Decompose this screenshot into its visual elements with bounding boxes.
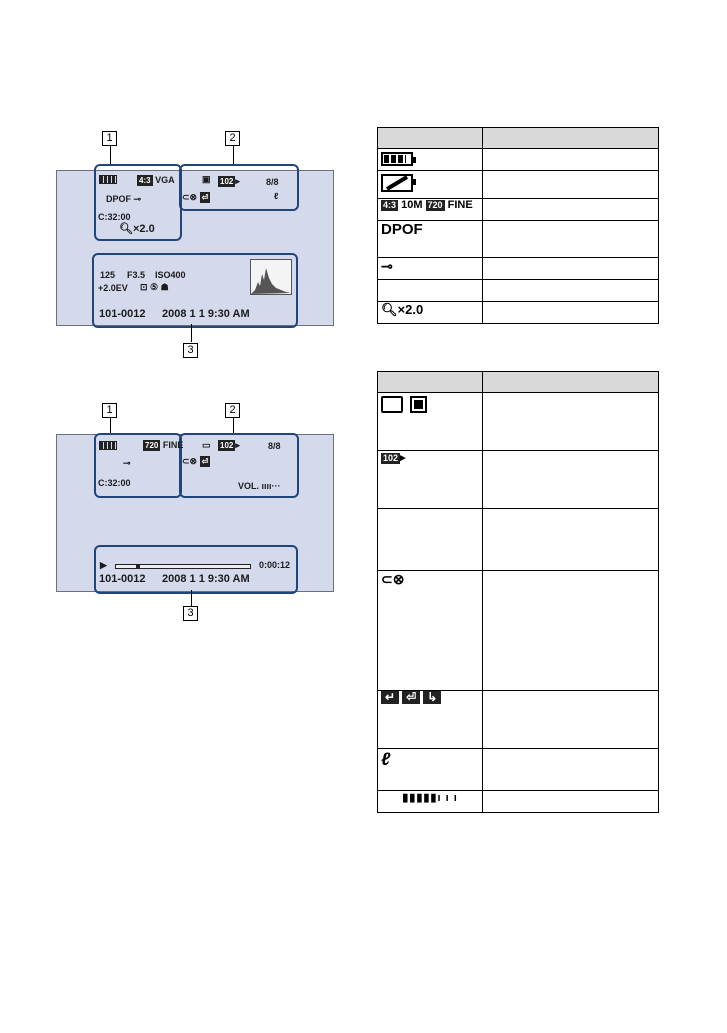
leader-line: [233, 418, 234, 434]
folder-next-icon: ↳: [423, 691, 441, 704]
quality-label: FINE: [162, 440, 184, 450]
internal-memory-icon: ▣: [202, 174, 211, 184]
callout-3: 3: [183, 606, 198, 621]
recording-date: 2008 1 1 9:30 AM: [162, 573, 250, 585]
protect-key-icon: ⊸: [378, 258, 483, 280]
image-count: 8/8: [266, 177, 279, 187]
region-2: [179, 164, 299, 211]
description-cell: [483, 149, 659, 171]
table-row: [378, 280, 659, 302]
playback-position-marker: [136, 564, 140, 569]
movie-quality-indicator: [143, 440, 183, 451]
image-size-indicator: [137, 175, 175, 186]
table-row: [378, 149, 659, 171]
table-row: [378, 451, 659, 509]
connect-icon: ℓ: [378, 749, 483, 791]
battery-full-icon: [381, 152, 413, 166]
description-cell: [483, 571, 659, 691]
aperture-value: F3.5: [127, 270, 146, 280]
leader-line: [233, 146, 234, 166]
memory-card-icon: ▭: [202, 440, 211, 450]
folder-arrow-icon: ▸: [400, 452, 406, 464]
folder-number: 102: [220, 177, 234, 186]
symbol-cell: [378, 149, 483, 171]
table-row: [378, 749, 659, 791]
folder-change-icons: ⊂⊗ ⏎: [182, 456, 209, 466]
hd-badge: 720: [145, 441, 159, 450]
folder-indicator: [218, 176, 240, 187]
leader-line: [191, 590, 192, 606]
symbol-cell: [378, 393, 483, 451]
folder-arrow-icon: ▸: [235, 176, 240, 186]
battery-icon: [99, 441, 117, 452]
file-number: 101-0012: [99, 308, 146, 320]
return-icon: ↵: [381, 691, 399, 704]
symbol-cell: [378, 691, 483, 749]
leader-line: [110, 418, 111, 434]
remaining-time: C:32:00: [98, 478, 131, 488]
file-number: 101-0012: [99, 573, 146, 585]
description-cell: [483, 171, 659, 199]
table-row: [378, 691, 659, 749]
symbol-cell: [378, 199, 483, 221]
symbol-cell: [378, 302, 483, 324]
memory-card-icon: [381, 396, 403, 413]
histogram: [250, 259, 292, 295]
description-cell: [483, 509, 659, 571]
symbol-cell: [378, 280, 483, 302]
image-format-label: VGA: [155, 175, 175, 185]
image-size-label: 10M: [401, 199, 423, 211]
recording-date: 2008 1 1 9:30 AM: [162, 308, 250, 320]
description-cell: [483, 691, 659, 749]
aspect-ratio-badge: 4:3: [139, 176, 151, 185]
magnifier-icon: 🔍︎: [119, 223, 133, 235]
description-cell: [483, 749, 659, 791]
callout-1: 1: [102, 131, 117, 146]
callout-2: 2: [225, 131, 240, 146]
leader-line: [110, 146, 111, 166]
battery-icon: [99, 175, 117, 186]
folder-number: 102: [383, 453, 399, 463]
zoom-indicator: [119, 222, 155, 235]
volume-bars-icon: ıııı···: [261, 481, 281, 491]
folder-indicator: [218, 440, 240, 451]
play-icon: ▶: [100, 560, 107, 570]
folder-change-icons: ⊂⊗ ⏎: [182, 192, 209, 202]
table-row: [378, 199, 659, 221]
description-cell: [483, 791, 659, 813]
callout-3: 3: [183, 343, 198, 358]
description-cell: [483, 302, 659, 324]
table-header-row: [378, 372, 659, 393]
table-row: [378, 258, 659, 280]
description-cell: [483, 280, 659, 302]
dpof-symbol: DPOF: [378, 221, 483, 258]
volume-bars-icon: ▮▮▮▮▮ı ı ı: [378, 791, 483, 813]
description-cell: [483, 393, 659, 451]
description-cell: [483, 199, 659, 221]
aspect-ratio-badge: 4:3: [383, 200, 397, 210]
leader-line: [191, 324, 192, 342]
symbol-cell: [378, 451, 483, 509]
internal-memory-icon: [410, 396, 427, 413]
quality-label: FINE: [447, 199, 473, 211]
hd-badge: 720: [427, 200, 443, 210]
header-cell: [483, 128, 659, 149]
table-row: [378, 571, 659, 691]
table-row: [378, 509, 659, 571]
remaining-time: C:32:00: [98, 212, 131, 222]
folder-arrow-icon: ▸: [235, 440, 240, 450]
exposure-value: +2.0EV: [98, 283, 128, 293]
zoom-value: ×2.0: [132, 223, 155, 235]
playback-progress-bar: [115, 564, 251, 569]
folder-number: 102: [220, 441, 234, 450]
callout-2: 2: [225, 403, 240, 418]
description-cell: [483, 221, 659, 258]
folder-up-icon: ⏎: [402, 691, 420, 704]
shutter-speed: 125: [100, 270, 116, 280]
volume-label: VOL.: [238, 481, 260, 491]
indicator-table-1: [377, 127, 659, 324]
callout-1: 1: [102, 403, 117, 418]
description-cell: [483, 258, 659, 280]
table-row: [378, 221, 659, 258]
table-row: [378, 393, 659, 451]
table-row: [378, 791, 659, 813]
symbol-cell: [378, 509, 483, 571]
battery-empty-icon: [381, 174, 413, 192]
indicator-table-2: [377, 371, 659, 813]
image-count: 8/8: [268, 441, 281, 451]
magnifier-icon: 🔍︎: [381, 302, 398, 317]
zoom-value: ×2.0: [397, 302, 424, 317]
iso-value: ISO400: [155, 270, 186, 280]
folder-change-icon: ⊂⊗: [378, 571, 483, 691]
symbol-cell: [378, 171, 483, 199]
metering-flash-icons: ⊡ ⑤ ☗: [140, 282, 169, 292]
elapsed-time: 0:00:12: [259, 560, 291, 570]
header-cell: [378, 372, 483, 393]
protect-key-icon: ⊸: [133, 194, 142, 204]
table-header-row: [378, 128, 659, 149]
header-cell: [378, 128, 483, 149]
description-cell: [483, 451, 659, 509]
protect-key-icon: ⊸: [123, 458, 131, 468]
dpof-label: DPOF: [106, 194, 132, 204]
table-row: [378, 302, 659, 324]
volume-indicator: [238, 481, 281, 491]
table-row: [378, 171, 659, 199]
header-cell: [483, 372, 659, 393]
connect-icon: ℓ: [274, 191, 279, 201]
dpof-indicator: [106, 194, 141, 205]
